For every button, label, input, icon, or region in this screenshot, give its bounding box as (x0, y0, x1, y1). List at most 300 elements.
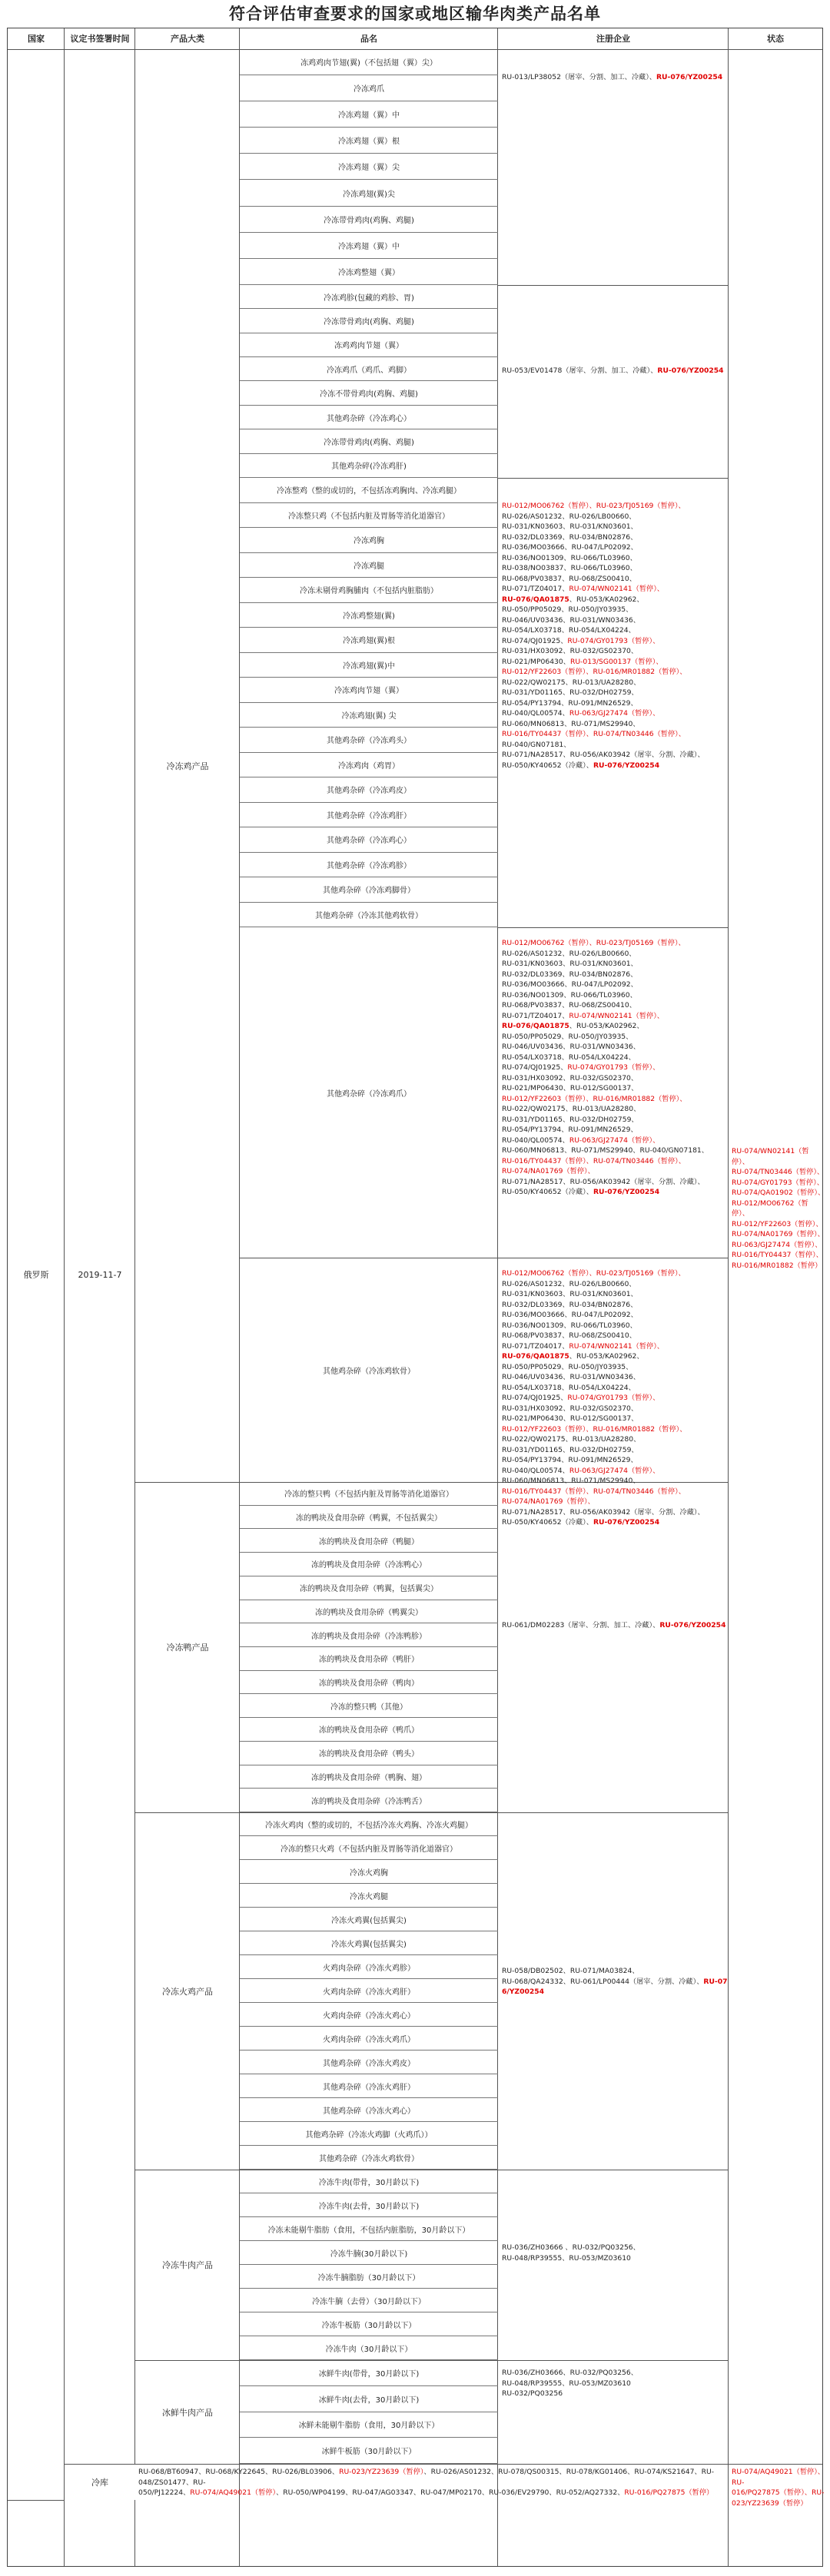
enterprise-code: RU-074/QJ01925、 (502, 636, 568, 645)
product-name: 冷冻鸡腿 (240, 553, 498, 579)
enterprise-line (502, 657, 729, 668)
enterprise-line (138, 2467, 730, 2488)
enterprise-code: RU-071/TZ04017、 (502, 1011, 569, 1020)
enterprise-line (502, 532, 729, 543)
enterprise-code: RU-074/QJ01925、 (502, 1063, 568, 1072)
enterprise-list (500, 938, 729, 1198)
product-name: 火鸡肉杂碎（冷冻火鸡心） (240, 2003, 498, 2027)
product-name: 冷冻牛腩（去骨）（30月龄以下） (240, 2289, 498, 2312)
product-name: 冷冻牛腩脂肪（30月龄以下） (240, 2265, 498, 2289)
enterprise-code-highlight: RU-076/QA01875 (502, 595, 569, 604)
enterprise-code: RU-046/UV03436、RU-031/WN03436、 (502, 1373, 640, 1381)
enterprise-code-highlight: RU-012/YF22603（暂停）、RU-016/MR01882（暂停）、 (502, 1094, 687, 1103)
product-name: 冷冻火鸡胸 (240, 1860, 498, 1884)
enterprise-code: RU-050/KY40652（冷藏）、 (502, 761, 593, 770)
product-name: 冷冻鸡胗(包藏的鸡胗、胃) (240, 285, 498, 309)
product-name: 其他鸡杂碎（冷冻鸡肝） (240, 803, 498, 828)
enterprise-line (502, 1104, 729, 1115)
enterprise-line (502, 980, 729, 990)
enterprise-code: RU-032/PQ03256 (502, 2389, 563, 2398)
product-name: 冷冻鸡翅（翼）中 (240, 233, 498, 259)
enterprise-line (502, 678, 729, 688)
enterprise-code: RU-068/BT60947、RU-068/KY22645、RU-026/BL03906、 (138, 2468, 340, 2476)
enterprise-code: RU-021/MP06430、 (502, 657, 570, 666)
enterprise-line (502, 1424, 729, 1435)
product-name: 冷冻鸡翅(翼) 尖 (240, 703, 498, 728)
cold-storage-enterprises (135, 2467, 730, 2498)
enterprise-code: RU-054/LX03718、RU-054/LX04224、 (502, 1053, 636, 1062)
enterprise-line (502, 1083, 729, 1094)
enterprise-code: RU-071/NA28517、RU-056/AK03942（屠宰、分割、冷藏）、 (502, 1177, 705, 1186)
product-name: 其他鸡杂碎（冷冻火鸡脚（火鸡爪）） (240, 2122, 498, 2146)
enterprise-code: RU-048/RP39555、RU-053/MZ03610 (502, 2379, 631, 2388)
product-name: 冷冻鸡肉（鸡胃） (240, 753, 498, 778)
product-name: 冷冻牛肉(去骨，30月龄以下) (240, 2193, 498, 2217)
enterprise-code-highlight: RU-076/QA01875 (502, 1022, 569, 1030)
enterprise-code: RU-068/PV03837、RU-068/ZS00410、 (502, 574, 636, 583)
product-name: 冻的鸭块及食用杂碎（冷冻鸭胗） (240, 1623, 498, 1647)
product-name: 冷冻鸡翅(翼)尖 (240, 181, 498, 207)
enterprise-code: RU-022/QW02175、RU-013/UA28280、 (502, 1105, 641, 1113)
enterprise-code-highlight: RU-076/YZ00254 (656, 73, 723, 81)
enterprise-line (502, 740, 729, 751)
enterprise-code-highlight: RU-012/MO06762（暂停）、RU-023/TJ05169（暂停）、 (502, 502, 686, 510)
status-entry: 016/PQ27875（暂停）、RU- (732, 2488, 825, 2497)
header-product: 品名 (360, 34, 377, 44)
enterprise-code-highlight: RU-012/MO06762（暂停）、RU-023/TJ05169（暂停）、 (502, 1269, 686, 1278)
enterprise-code: RU-050/PP05029、RU-050/JY03935、 (502, 1032, 633, 1041)
enterprise-line (502, 698, 729, 709)
enterprise-line (502, 1042, 729, 1053)
enterprise-list (500, 501, 729, 771)
product-name: 冷冻牛板筋（30月龄以下） (240, 2312, 498, 2336)
status-list (729, 1146, 825, 1271)
enterprise-code-highlight: RU-063/GJ27474（暂停）、 (569, 1135, 660, 1145)
enterprise-code-highlight: RU-074/WN02141（暂停）、 (569, 1011, 664, 1020)
category-chicken: 冷冻鸡产品 (166, 761, 209, 771)
enterprise-line (502, 1268, 729, 1279)
enterprise-code: RU-068/PV03837、RU-068/ZS00410、 (502, 1001, 636, 1010)
enterprise-code: RU-054/PY13794、RU-091/MN26529、 (502, 1126, 638, 1134)
enterprise-line (502, 605, 729, 615)
enterprise-line (502, 501, 729, 512)
product-name: 冷冻的整只鸭（不包括内脏及胃肠等消化道器官） (240, 1482, 498, 1506)
enterprise-code: RU-040/QL00574、 (502, 709, 569, 718)
enterprise-code: RU-031/YD01165、RU-032/DH02759、 (502, 1445, 639, 1454)
enterprise-code: RU-071/NA28517、RU-056/AK03942（屠宰、分割、冷藏）、 (502, 1507, 705, 1517)
enterprise-code-highlight: RU-074/NA01769（暂停）、 (502, 1167, 595, 1175)
enterprise-line (502, 688, 729, 698)
enterprise-code: RU-032/DL03369、RU-034/BN02876、 (502, 1300, 638, 1309)
enterprise-code: RU-031/KN03603、RU-031/KN03601、 (502, 522, 638, 531)
enterprise-line (502, 990, 729, 1001)
enterprise-line (502, 1341, 729, 1352)
enterprise-line (502, 729, 729, 740)
product-name: 其他鸡杂碎（冷冻火鸡软骨） (240, 2146, 498, 2170)
enterprise-code: 、RU-053/KA02962、 (569, 595, 644, 604)
enterprise-code: RU-031/HX03092、RU-032/GS02370、 (502, 647, 639, 655)
enterprise-code: RU-026/AS01232、RU-026/LB00660、 (502, 949, 636, 958)
enterprise-code-highlight: RU-074/GY01793（暂停）、 (567, 1063, 660, 1072)
status-entry: RU-012/MO06762（暂停）、 (732, 1198, 808, 1218)
product-name: 冷冻鸡胸 (240, 528, 498, 553)
product-name: 冻鸡鸡肉节翅(翼)（不包括翅（翼）尖） (240, 49, 498, 75)
category-duck: 冷冻鸭产品 (166, 1643, 209, 1653)
enterprise-code-highlight: RU-076/QA01875 (502, 1352, 569, 1361)
enterprise-line (502, 1372, 729, 1383)
enterprise-code: RU-013/LP38052（屠宰、分割、加工、冷藏）、 (502, 73, 656, 81)
enterprise-code: RU-022/QW02175、RU-013/UA28280、 (502, 1435, 641, 1444)
enterprise-code: RU-036/MO03666、RU-047/LP02092、 (502, 543, 638, 552)
enterprise-line (502, 1414, 729, 1424)
product-name: 冻的鸭块及食用杂碎（鸭爪） (240, 1718, 498, 1742)
enterprise-line (502, 719, 729, 730)
enterprise-code: RU-031/KN03603、RU-031/KN03601、 (502, 960, 638, 968)
enterprise-line (502, 2389, 729, 2399)
enterprise-line (502, 584, 729, 595)
enterprise-code-highlight: RU-074/GY01793（暂停）、 (567, 636, 660, 645)
enterprise-code: RU-031/YD01165、RU-032/DH02759、 (502, 688, 639, 697)
status-entry: 023/YZ23639（暂停） (732, 2498, 808, 2508)
enterprise-line (502, 366, 729, 376)
enterprise-group-divider (498, 285, 729, 286)
product-name: 冷冻带骨鸡肉(鸡胸、鸡腿) (240, 309, 498, 333)
enterprise-code-highlight: RU-013/SG00137（暂停）、 (569, 657, 663, 666)
product-name: 火鸡肉杂碎（冷冻火鸡胗） (240, 1955, 498, 1979)
enterprise-line (502, 1000, 729, 1011)
product-name: 冷冻未剔骨鸡胸脯肉（不包括内脏脂肪） (240, 578, 498, 603)
enterprise-code-highlight: RU-074/NA01769（暂停）、 (502, 1497, 595, 1506)
enterprise-code: RU-022/QW02175、RU-013/UA28280、 (502, 678, 641, 687)
product-name: 冷冻鸡肉节翅（翼） (240, 678, 498, 703)
status-entry: RU-016/MR01882（暂停） (732, 1261, 822, 1270)
enterprise-line (138, 2488, 730, 2498)
enterprise-code-highlight: RU-076/YZ00254 (657, 366, 724, 375)
enterprise-code: RU-036/NO01309、RU-066/TL03960、 (502, 990, 637, 1000)
enterprise-list (500, 1620, 729, 1631)
enterprise-line (502, 970, 729, 980)
enterprise-line (502, 1135, 729, 1146)
enterprise-line (502, 1279, 729, 1290)
enterprise-group-divider (498, 927, 729, 928)
enterprise-line (502, 1021, 729, 1032)
enterprise-code: RU-050/KY40652（冷藏）、 (502, 1518, 593, 1527)
product-name: 冻鸡鸡肉节翅（翼） (240, 333, 498, 357)
enterprise-code: RU-032/DL03369、RU-034/BN02876、 (502, 970, 638, 979)
enterprise-line (502, 1032, 729, 1043)
product-name: 其他鸡杂碎（冷冻火鸡皮） (240, 2051, 498, 2074)
enterprise-code: RU-046/UV03436、RU-031/WN03436、 (502, 615, 640, 625)
product-name: 冷冻整只鸡（不包括内脏及胃肠等消化道器官） (240, 503, 498, 529)
product-name: 其他鸡杂碎（冷冻鸡皮） (240, 777, 498, 803)
product-name: 冷冻带骨鸡肉(鸡胸、鸡腿) (240, 429, 498, 453)
enterprise-line (502, 2379, 729, 2389)
enterprise-line (502, 1115, 729, 1126)
enterprise-line (502, 1300, 729, 1311)
enterprise-line (502, 1094, 729, 1105)
enterprise-line (502, 2253, 729, 2264)
enterprise-code-highlight: RU-016/PQ27875（暂停） (624, 2488, 714, 2497)
enterprise-code: RU-026/AS01232、RU-026/LB00660、 (502, 1279, 636, 1288)
enterprise-code: RU-050/PP05029、RU-050/JY03935、 (502, 605, 633, 614)
enterprise-code: RU-071/TZ04017、 (502, 585, 569, 593)
product-name: 冷冻火鸡肉（整的或切的，不包括冷冻火鸡胸、冷冻火鸡腿） (240, 1812, 498, 1836)
enterprise-code: RU-054/PY13794、RU-091/MN26529、 (502, 1456, 638, 1464)
enterprise-line (502, 625, 729, 636)
product-name: 冷冻的整只火鸡（不包括内脏及胃肠等消化道器官） (240, 1836, 498, 1860)
product-name: 冷冻鸡整翅(翼) (240, 603, 498, 628)
enterprise-code: 、RU-026/AS01232、RU-078/QS00315、RU-078/KG01406、RU-074/KS21647、RU-048/ZS01477、RU- (138, 2468, 715, 2487)
enterprise-code: 、RU-050/WP04199、RU-047/AG03347、RU-047/MP02170、RU-036/EV29790、RU-052/AQ27332、 (276, 2488, 625, 2497)
product-name: 冷冻未能剔牛脂肪（食用，不包括内脏脂肪，30月龄以下） (240, 2217, 498, 2241)
status-entry: RU-012/YF22603（暂停）、 (732, 1219, 823, 1228)
enterprise-line (502, 1466, 729, 1477)
product-name: 冷冻牛腩(30月龄以下) (240, 2241, 498, 2265)
product-name: 其他鸡杂碎（冷冻鸡脚骨） (240, 877, 498, 903)
enterprise-line (502, 72, 729, 83)
enterprise-code-highlight: RU-076/YZ00254 (593, 1188, 660, 1196)
enterprise-list (500, 2368, 729, 2399)
enterprise-line (502, 1166, 729, 1177)
product-name: 冷冻鸡整翅（翼） (240, 259, 498, 285)
product-name: 火鸡肉杂碎（冷冻火鸡爪） (240, 2027, 498, 2051)
header-date: 议定书签署时间 (70, 34, 130, 44)
enterprise-line (502, 761, 729, 771)
product-name: 其他鸡杂碎（冷冻鸡胗） (240, 853, 498, 878)
enterprise-line (502, 1977, 729, 1997)
enterprise-list (500, 2243, 729, 2263)
enterprise-code-highlight: RU-074/AQ49021（暂停） (190, 2488, 277, 2497)
enterprise-line (502, 1620, 729, 1631)
country-end-divider (8, 2500, 65, 2501)
product-name: 其他鸡杂碎（冷冻鸡爪） (327, 1089, 411, 1099)
product-name: 冷冻鸡爪（鸡爪、鸡脚） (240, 357, 498, 381)
product-name: 冷冻鸡翅(翼)中 (240, 653, 498, 678)
product-name: 冷冻带骨鸡肉(鸡胸、鸡腿) (240, 207, 498, 233)
enterprise-code-highlight: RU-076/YZ00254 (593, 761, 660, 770)
enterprise-code: RU-060/MN06813、RU-071/MS29940、RU-040/GN07181、 (502, 1146, 709, 1155)
enterprise-code: RU-068/PV03837、RU-068/ZS00410、 (502, 1331, 636, 1340)
enterprise-line (502, 636, 729, 647)
enterprise-code: RU-054/LX03718、RU-054/LX04224、 (502, 1383, 636, 1392)
status-entry: RU-074/AQ49021（暂停）、RU- (732, 2468, 825, 2487)
product-name: 冷冻牛肉(带骨，30月龄以下) (240, 2170, 498, 2193)
enterprise-code-highlight: RU-076/YZ00254 (659, 1621, 726, 1629)
product-name: 其他鸡杂碎(冷冻鸡肝) (240, 454, 498, 478)
cold-storage-status (729, 2467, 825, 2508)
category-turkey: 冷冻火鸡产品 (162, 1986, 213, 1997)
product-name: 冻的鸭块及食用杂碎（鸭头） (240, 1742, 498, 1765)
enterprise-code: RU-036/MO03666、RU-047/LP02092、 (502, 980, 638, 989)
enterprise-code: RU-036/NO01309、RU-066/TL03960、 (502, 553, 637, 562)
product-name: 冻的鸭块及食用杂碎（鸭肉） (240, 1671, 498, 1695)
enterprise-list (500, 366, 729, 376)
header-enterprise: 注册企业 (596, 34, 630, 44)
product-name: 其他鸡杂碎（冷冻火鸡肝） (240, 2074, 498, 2098)
enterprise-code: RU-058/DB02502、RU-071/MA03824、 (502, 1967, 639, 1975)
enterprise-group-divider (498, 1812, 729, 1813)
enterprise-line (502, 1177, 729, 1188)
product-name: 其他鸡杂碎（冷冻其他鸡软骨） (240, 903, 498, 928)
enterprise-line (502, 949, 729, 960)
enterprise-line (502, 574, 729, 585)
enterprise-line (502, 1073, 729, 1084)
enterprise-code: RU-054/PY13794、RU-091/MN26529、 (502, 698, 638, 708)
status-entry: RU-074/QA01902（暂停）、 (732, 1189, 825, 1197)
product-name: 冷冻牛肉（30月龄以下） (240, 2336, 498, 2360)
enterprise-line (502, 1497, 729, 1507)
enterprise-line (502, 1156, 729, 1167)
product-name: 冷冻整鸡（整的或切的，不包括冻鸡胸肉、冷冻鸡腿） (240, 478, 498, 503)
enterprise-code: RU-053/EV01478（屠宰、分割、加工、冷藏）、 (502, 366, 658, 375)
enterprise-code: RU-040/QL00574、 (502, 1135, 569, 1145)
enterprise-code-highlight: RU-076/YZ00254 (593, 1518, 660, 1527)
enterprise-line (502, 1455, 729, 1466)
enterprise-code: RU-046/UV03436、RU-031/WN03436、 (502, 1043, 640, 1051)
status-entry: RU-016/TY04437（暂停）、 (732, 1251, 823, 1259)
enterprise-code: RU-036/ZH03666、RU-032/PQ03256、 (502, 2369, 638, 2377)
product-name: 冷冻火鸡腿 (240, 1884, 498, 1908)
enterprise-code: RU-061/DM02283（屠宰、分割、加工、冷藏）、 (502, 1621, 660, 1629)
enterprise-line (502, 1445, 729, 1456)
enterprise-code-highlight: RU-012/YF22603（暂停）、RU-016/MR01882（暂停）、 (502, 668, 687, 676)
enterprise-code: 、RU-053/KA02962、 (569, 1352, 644, 1361)
enterprise-line (502, 1053, 729, 1063)
enterprise-code-highlight: RU-074/WN02141（暂停）、 (569, 585, 664, 593)
enterprise-line (502, 1331, 729, 1341)
status-entry: RU-074/NA01769（暂停）、 (732, 1230, 825, 1238)
product-table (7, 28, 823, 2567)
enterprise-code: RU-048/RP39555、RU-053/MZ03610 (502, 2253, 631, 2263)
enterprise-code: RU-038/NO03837、RU-066/TL03960、 (502, 564, 637, 572)
enterprise-line (502, 708, 729, 719)
product-name: 火鸡肉杂碎（冷冻火鸡肝） (240, 1979, 498, 2003)
product-name: 冷冻鸡翅（翼）根 (240, 128, 498, 154)
header-category: 产品大类 (171, 34, 204, 44)
enterprise-line (502, 1187, 729, 1198)
enterprise-code: RU-036/NO01309、RU-066/TL03960、 (502, 1321, 637, 1330)
product-name: 冷冻鸡翅（翼）中 (240, 101, 498, 128)
page-title: 符合评估审查要求的国家或地区输华肉类产品名单 (229, 5, 601, 23)
enterprise-group-divider (498, 478, 729, 479)
enterprise-code-highlight: RU-023/YZ23639（暂停） (339, 2468, 424, 2476)
product-name: 冻的鸭块及食用杂碎（冷冻鸭心） (240, 1553, 498, 1576)
enterprise-line (502, 2368, 729, 2379)
country-cell: 俄罗斯 (23, 1270, 49, 1280)
product-name: 冻的鸭块及食用杂碎（鸭肝） (240, 1647, 498, 1671)
enterprise-line (502, 1310, 729, 1321)
enterprise-line (502, 1487, 729, 1497)
enterprise-line (502, 750, 729, 761)
product-name: 其他鸡杂碎（冷冻鸡头） (240, 728, 498, 753)
enterprise-code: RU-036/MO03666、RU-047/LP02092、 (502, 1311, 638, 1319)
enterprise-line (502, 1351, 729, 1362)
product-name: 冻的鸭块及食用杂碎（鸭胸、翅） (240, 1765, 498, 1789)
enterprise-code: RU-031/YD01165、RU-032/DH02759、 (502, 1115, 639, 1124)
product-name: 冰鲜牛板筋（30月龄以下） (240, 2438, 498, 2464)
enterprise-code: RU-031/HX03092、RU-032/GS02370、 (502, 1404, 639, 1413)
enterprise-line (502, 512, 729, 522)
enterprise-code-highlight: RU-076/YZ00254 (502, 1977, 728, 1996)
product-name: 冰鲜牛肉(带骨，30月龄以下) (240, 2360, 498, 2386)
product-name: 冻的鸭块及食用杂碎（鸭翼尖） (240, 1600, 498, 1624)
enterprise-list (500, 1966, 729, 1997)
enterprise-line (502, 553, 729, 564)
enterprise-line (502, 1289, 729, 1300)
enterprise-line (502, 2243, 729, 2253)
enterprise-line (502, 938, 729, 949)
category-chilled-beef: 冰鲜牛肉产品 (162, 2407, 213, 2418)
enterprise-code: RU-040/QL00574、 (502, 1466, 569, 1475)
status-entry: RU-074/GY01793（暂停）、 (732, 1178, 824, 1187)
product-name: 冻的鸭块及食用杂碎（鸭腿） (240, 1529, 498, 1553)
enterprise-line (502, 1517, 729, 1528)
enterprise-code: RU-071/NA28517、RU-056/AK03942（屠宰、分割、冷藏）、 (502, 751, 705, 759)
enterprise-code-highlight: RU-016/TY04437（暂停）、RU-074/TN03446（暂停）、 (502, 730, 686, 738)
enterprise-line (502, 1434, 729, 1445)
enterprise-line (502, 1507, 729, 1518)
product-name: 冻的鸭块及食用杂碎（鸭翼，包括翼尖） (240, 1576, 498, 1600)
enterprise-code: RU-036/ZH03666 、RU-032/PQ03256、 (502, 2243, 640, 2252)
product-name: 冷冻鸡翅(翼)根 (240, 628, 498, 653)
enterprise-line (502, 959, 729, 970)
enterprise-code-highlight: RU-016/TY04437（暂停）、RU-074/TN03446（暂停）、 (502, 1487, 686, 1496)
enterprise-code: 、RU-053/KA02962、 (569, 1022, 644, 1030)
product-name: 其他鸡杂碎（冷冻鸡心） (240, 406, 498, 429)
enterprise-line (502, 595, 729, 605)
enterprise-line (502, 1063, 729, 1073)
product-name: 冷冻鸡爪 (240, 75, 498, 101)
product-name: 其他鸡杂碎（冷冻火鸡心） (240, 2098, 498, 2122)
enterprise-line (502, 1321, 729, 1331)
product-name: 冰鲜牛肉(去骨，30月龄以下) (240, 2386, 498, 2412)
product-name: 冷冻不带骨鸡肉(鸡胸、鸡腿) (240, 382, 498, 406)
enterprise-code-highlight: RU-074/GY01793（暂停）、 (567, 1394, 660, 1402)
enterprise-code-highlight: RU-063/GJ27474（暂停）、 (569, 1466, 660, 1475)
enterprise-line (502, 1383, 729, 1394)
enterprise-code-highlight: RU-016/TY04437（暂停）、RU-074/TN03446（暂停）、 (502, 1156, 686, 1165)
enterprise-list (500, 1268, 729, 1528)
enterprise-code: RU-071/TZ04017、 (502, 1341, 569, 1351)
enterprise-code: RU-068/QA24332、RU-061/LP00444（屠宰、分割、冷藏）、 (502, 1977, 704, 1986)
header-country: 国家 (28, 34, 45, 44)
date-cell: 2019-11-7 (78, 1269, 122, 1280)
enterprise-line (502, 542, 729, 553)
category-frozen-beef: 冷冻牛肉产品 (162, 2260, 213, 2270)
enterprise-line (502, 1362, 729, 1373)
enterprise-code-highlight: RU-012/MO06762（暂停）、RU-023/TJ05169（暂停）、 (502, 939, 686, 947)
product-name: 其他鸡杂碎（冷冻鸡软骨） (323, 1367, 415, 1376)
enterprise-code: RU-050/PP05029、RU-050/JY03935、 (502, 1362, 633, 1371)
enterprise-line (502, 1966, 729, 1977)
enterprise-line (502, 522, 729, 532)
product-name: 其他鸡杂碎（冷冻鸡心） (240, 827, 498, 853)
enterprise-code-highlight: RU-063/GJ27474（暂停）、 (569, 709, 660, 718)
enterprise-line (502, 1404, 729, 1414)
enterprise-line (502, 667, 729, 678)
enterprise-code: RU-060/MN06813、RU-071/MS29940、 (502, 1477, 640, 1485)
product-name: 冻的鸭块及食用杂碎（鸭翼，不包括翼尖） (240, 1506, 498, 1530)
enterprise-code: RU-031/HX03092、RU-032/GS02370、 (502, 1073, 639, 1082)
product-name: 冷冻火鸡翼(包括翼尖) (240, 1931, 498, 1955)
enterprise-code: RU-060/MN06813、RU-071/MS29940、 (502, 719, 640, 728)
enterprise-line (502, 615, 729, 626)
enterprise-code-highlight: RU-012/YF22603（暂停）、RU-016/MR01882（暂停）、 (502, 1424, 687, 1434)
status-entry: RU-063/GJ27474（暂停）、 (732, 1240, 822, 1249)
enterprise-code: RU-021/MP06430、RU-012/SG00137、 (502, 1084, 639, 1092)
enterprise-line (502, 1145, 729, 1156)
enterprise-code: 050/PJ12224、 (138, 2488, 191, 2497)
